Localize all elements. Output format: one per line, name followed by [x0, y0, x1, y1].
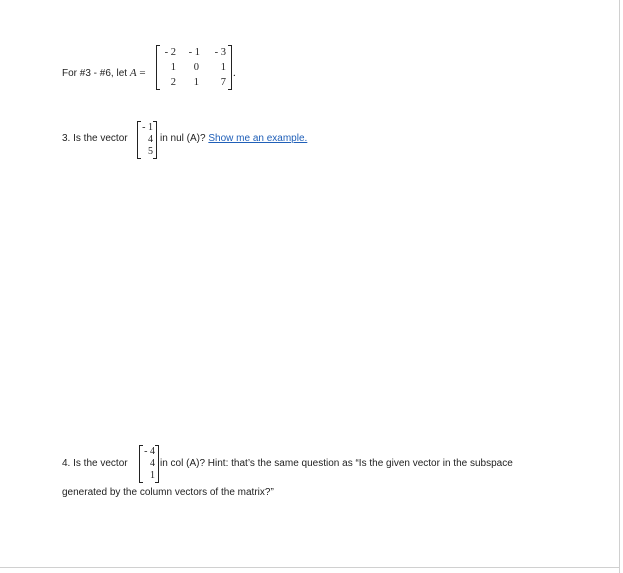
matrix-cell: 1 — [193, 77, 199, 88]
matrix-variable: A — [129, 67, 137, 79]
intro-text — [62, 67, 146, 80]
q4-vector-entry: 4 — [150, 458, 155, 469]
q3-suffix: in nul (A)? — [160, 133, 206, 144]
q3-prefix: 3. Is the vector — [62, 133, 128, 144]
q3-vector-right-bracket — [153, 121, 157, 159]
matrix-cell: 0 — [193, 62, 199, 73]
q4-prefix: 4. Is the vector — [62, 458, 128, 469]
page-border-right — [619, 0, 620, 573]
matrix-cell: 1 — [170, 62, 176, 73]
show-example-link[interactable]: Show me an example. — [208, 133, 308, 144]
matrix-period: . — [233, 67, 236, 79]
matrix-cell: 7 — [220, 77, 226, 88]
q4-suffix: in col (A)? Hint: that’s the same question as “Is the given vector in the subspace — [160, 458, 513, 469]
q4-vector-entry: - 4 — [144, 446, 155, 457]
intro-prefix: For #3 - #6, let — [62, 68, 130, 79]
matrix-cell: - 2 — [164, 47, 176, 58]
matrix-cell: 2 — [170, 77, 176, 88]
matrix-cell: 1 — [220, 62, 226, 73]
page-border-bottom — [0, 567, 620, 568]
q4-vector-right-bracket — [155, 445, 159, 483]
q3-vector-entry: 4 — [148, 134, 153, 145]
q4-continuation: generated by the column vectors of the matrix?” — [62, 487, 274, 498]
q3-vector-entry: - 1 — [142, 122, 153, 133]
matrix-cell: - 1 — [188, 47, 200, 58]
matrix-cell: - 3 — [214, 47, 226, 58]
q3-text — [160, 133, 307, 145]
matrix-right-bracket — [228, 45, 232, 90]
q4-vector-entry: 1 — [150, 470, 155, 481]
equals-sign: = — [139, 67, 146, 79]
q3-vector-entry: 5 — [148, 146, 153, 157]
